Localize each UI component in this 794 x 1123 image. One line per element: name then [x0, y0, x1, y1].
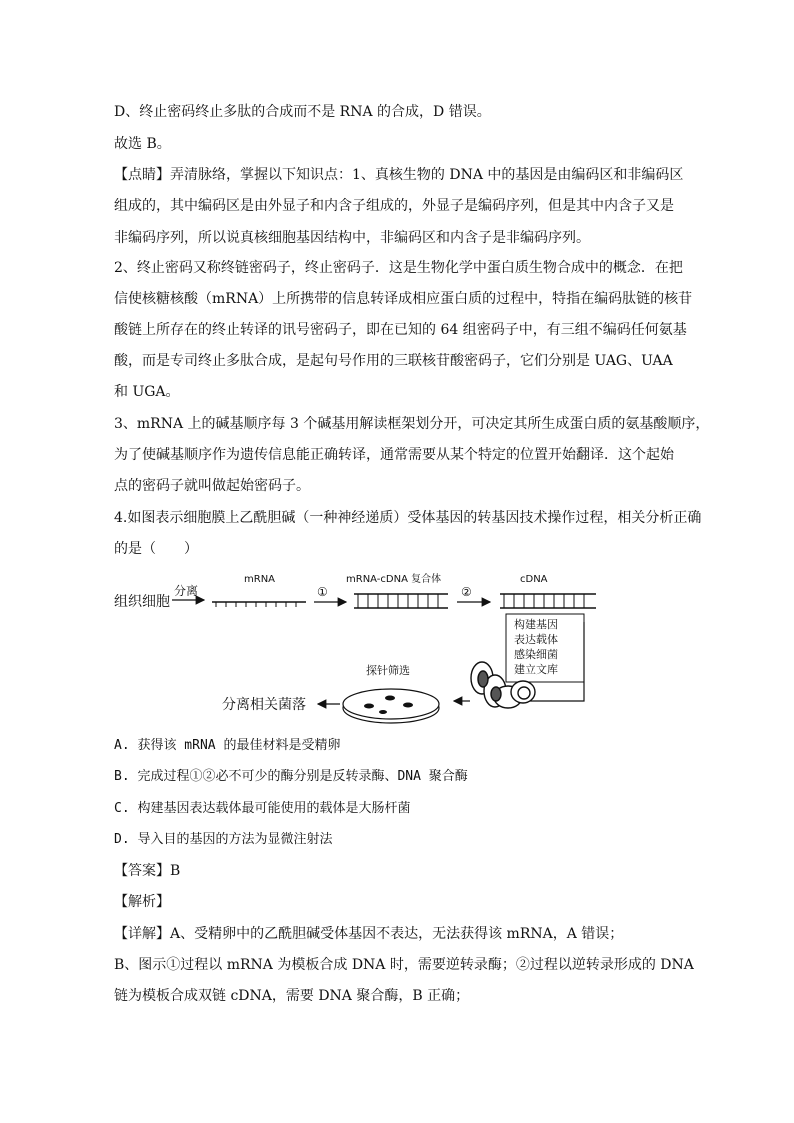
text-line: 点的密码子就叫做起始密码子。 — [114, 478, 310, 494]
option-c: C. 构建基因表达载体最可能使用的载体是大肠杆菌 — [114, 801, 411, 816]
text-line: 【点睛】弄清脉络，掌握以下知识点：1、真核生物的 DNA 中的基因是由编码区和非编码区 — [114, 167, 684, 183]
text-line: 3、mRNA 上的碱基顺序每 3 个碱基用解读框架划分开，可决定其所生成蛋白质的氨基酸顺序， — [114, 416, 710, 432]
option-a: A. 获得该 mRNA 的最佳材料是受精卵 — [114, 738, 341, 753]
detail-line: 链为模板合成双链 cDNA，需要 DNA 聚合酶，B 正确； — [114, 988, 470, 1004]
construct-line-3: 感染细菌 — [514, 648, 558, 661]
petri-dish-icon — [343, 689, 439, 723]
text-line: 组成的，其中编码区是由外显子和内含子组成的，外显子是编码序列，但是其中内含子又是 — [114, 198, 674, 214]
option-b: B. 完成过程①②必不可少的酶分别是反转录酶、DNA 聚合酶 — [114, 769, 468, 784]
text-line: 非编码序列，所以说真核细胞基因结构中，非编码区和内含子是非编码序列。 — [114, 230, 590, 246]
probe-screen-label: 探针筛选 — [366, 664, 410, 677]
construct-line-2: 表达载体 — [514, 633, 558, 646]
text-line: 酸，而是专司终止多肽合成，是起句号作用的三联核苷酸密码子，它们分别是 UAG、UAA — [114, 353, 673, 369]
question-stem: 4.如图表示细胞膜上乙酰胆碱（一种神经递质）受体基因的转基因技术操作过程，相关分析正确 — [114, 510, 702, 526]
process-diagram — [110, 564, 610, 729]
cdna-rungs — [504, 594, 584, 608]
text-line: 和 UGA。 — [114, 384, 180, 400]
text-line: 信使核糖核酸（mRNA）上所携带的信息转译成相应蛋白质的过程中，特指在编码肽链的核苷 — [114, 291, 693, 307]
hybrid-rungs — [358, 594, 438, 608]
colony-label: 分离相关菌落 — [222, 697, 306, 713]
answer-value: B — [170, 863, 181, 879]
tissue-cell-label: 组织细胞 — [114, 594, 170, 610]
construct-line-1: 构建基因 — [514, 618, 558, 631]
answer-tag: 【答案】 — [114, 863, 170, 879]
detail-line: B、图示①过程以 mRNA 为模板合成 DNA 时，需要逆转录酶；②过程以逆转录形成的 DNA — [114, 957, 694, 973]
hybrid-label: mRNA-cDNA 复合体 — [346, 574, 442, 585]
text-line: D、终止密码终止多肽的合成而不是 RNA 的合成，D 错误。 — [114, 104, 491, 120]
answer-line — [114, 861, 684, 881]
text-line: 2、终止密码又称终链密码子，终止密码子．这是生物化学中蛋白质生物合成中的概念．在把 — [114, 260, 683, 276]
text-line: 酸链上所存在的终止转译的讯号密码子，即在已知的 64 组密码子中，有三组不编码任何氨基 — [114, 322, 687, 338]
detail-line: 【详解】A、受精卵中的乙酰胆碱受体基因不表达，无法获得该 mRNA，A 错误； — [114, 926, 624, 942]
separate-label: 分离 — [174, 584, 199, 598]
text-line: 故选 B。 — [114, 136, 171, 152]
construct-line-4: 建立文库 — [514, 663, 558, 676]
step-2-label: ② — [461, 585, 472, 599]
mrna-ticks — [216, 602, 296, 607]
step-1-label: ① — [317, 585, 328, 599]
cdna-label: cDNA — [520, 574, 548, 585]
mrna-label: mRNA — [244, 574, 276, 585]
option-d: D. 导入目的基因的方法为显微注射法 — [114, 832, 333, 847]
analysis-tag: 【解析】 — [114, 894, 170, 910]
text-line: 为了使碱基顺序作为遗传信息能正确转译，通常需要从某个特定的位置开始翻译．这个起始 — [114, 447, 674, 463]
question-stem: 的是（ ） — [114, 541, 198, 557]
